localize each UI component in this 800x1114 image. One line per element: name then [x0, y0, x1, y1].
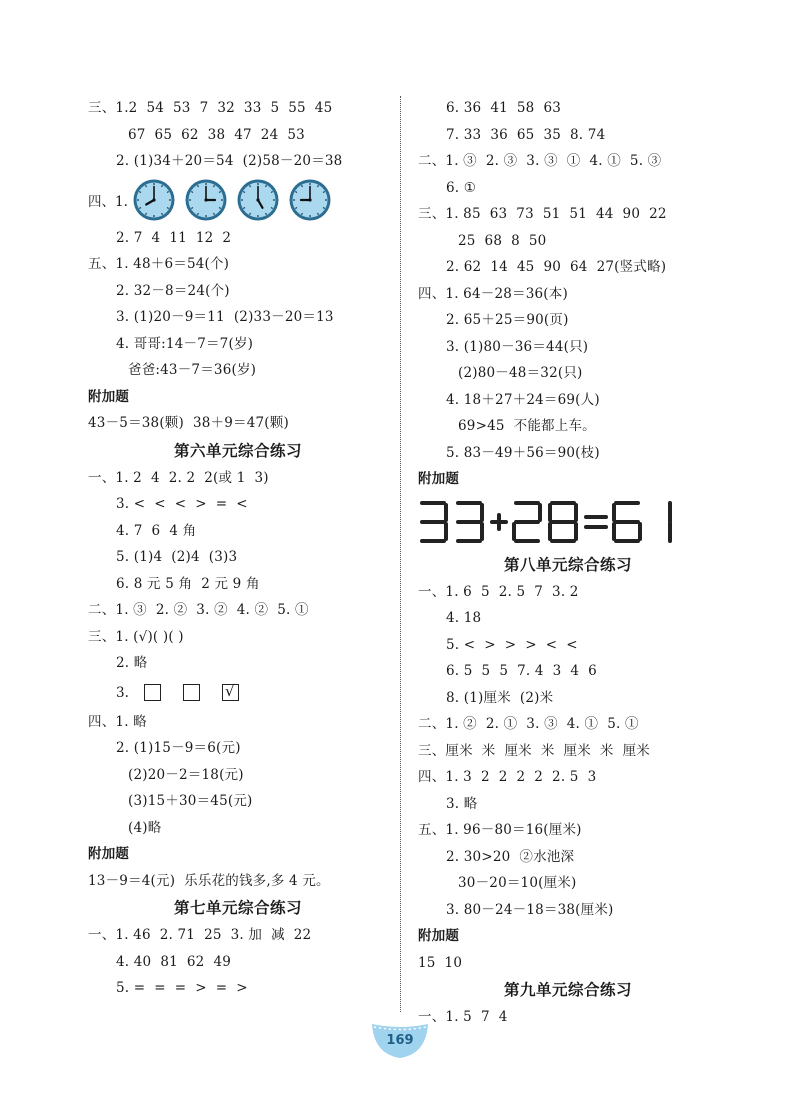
item-label: 3.: [116, 684, 129, 701]
column-divider: [400, 96, 401, 1012]
answer-line: 一、1. 5 7 4: [418, 1009, 508, 1025]
answer-line: 30－20＝10(厘米): [458, 875, 577, 891]
item-label: 四、1.: [88, 193, 128, 210]
clock-icon: [184, 178, 228, 222]
answer-line: 三、1. (√)( )( ): [88, 628, 184, 645]
answer-line: 4. 7 6 4 角: [116, 522, 197, 539]
answer-line: 4. 哥哥:14－7＝7(岁): [116, 335, 254, 352]
section-heading: 第七单元综合练习: [173, 899, 302, 917]
page-number: 169: [386, 1033, 414, 1048]
answer-line: 二、1. ② 2. ① 3. ③ 4. ① 5. ①: [418, 716, 639, 732]
answer-line: (2)20－2＝18(元): [128, 766, 244, 783]
left-column: [88, 95, 388, 1002]
answer-line: 3. 80－24－18＝38(厘米): [446, 901, 614, 918]
answer-line: 5. (1)4 (2)4 (3)3: [116, 549, 238, 565]
answer-line: 3. (1)20－9＝11 (2)33－20＝13: [116, 309, 334, 325]
answer-line: 2. 62 14 45 90 64 27(竖式略): [446, 259, 667, 275]
answer-line: 5. = = = > = >: [116, 980, 248, 996]
answer-line: 8. (1)厘米 (2)米: [446, 689, 554, 706]
answer-line: 三、1. 85 63 73 51 51 44 90 22: [418, 206, 667, 222]
answer-line: 67 65 62 38 47 24 53: [128, 126, 305, 143]
answer-line: 2. 30>20 ②水池深: [446, 848, 575, 865]
answer-line: 7. 33 36 65 35 8. 74: [446, 126, 606, 143]
checkbox-row: [88, 677, 388, 709]
matchstick-equation: [418, 497, 678, 547]
page-number-badge: [370, 1018, 430, 1060]
answer-line: 3. < < < > = <: [116, 496, 248, 512]
answer-line: 四、1. 3 2 2 2 2 2. 5 3: [418, 769, 597, 785]
answer-line: 15 10: [418, 954, 463, 971]
answer-line: 五、1. 96－80＝16(厘米): [418, 822, 582, 838]
answer-line: 25 68 8 50: [458, 232, 547, 249]
answer-line: 69>45 不能都上车。: [458, 418, 596, 434]
section-heading: 第六单元综合练习: [173, 441, 302, 460]
answer-line: (3)15＋30＝45(元): [128, 793, 253, 809]
answer-line: 三、1.2 54 53 7 32 33 5 55 45: [88, 100, 333, 116]
answer-line: 2. (1)15－9＝6(元): [116, 740, 241, 756]
bonus-title: 附加题: [88, 846, 130, 862]
section-heading: 第九单元综合练习: [503, 981, 632, 999]
clock-icon: [132, 178, 176, 222]
answer-line: 6. 5 5 5 7. 4 3 4 6: [446, 663, 597, 679]
answer-line: 5. 83－49＋56＝90(枝): [446, 444, 600, 461]
empty-box-icon: [144, 684, 161, 701]
answer-line: 一、1. 2 4 2. 2 2(或 1 3): [88, 469, 269, 486]
clock-icon: [236, 178, 280, 222]
answer-line: 一、1. 6 5 2. 5 7 3. 2: [418, 583, 579, 600]
answer-line: 43－5＝38(颗) 38＋9＝47(颗): [88, 415, 289, 431]
bonus-title: 附加题: [418, 471, 460, 487]
answer-line: (2)80－48＝32(只): [458, 365, 583, 381]
answer-line: (4)略: [128, 819, 162, 836]
answer-line: 2. 略: [116, 655, 148, 671]
bonus-title: 附加题: [88, 388, 130, 405]
answer-line: 2. 7 4 11 12 2: [116, 229, 232, 246]
checked-box-icon: [222, 684, 239, 701]
empty-box-icon: [183, 684, 200, 701]
answer-line: 4. 18＋27＋24＝69(人): [446, 391, 600, 408]
right-column: [418, 95, 718, 1031]
clock-row: [88, 175, 388, 225]
answer-line: 13－9＝4(元) 乐乐花的钱多,多 4 元。: [88, 872, 330, 889]
answer-line: 四、1. 64－28＝36(本): [418, 285, 568, 302]
answer-line: 2. (1)34＋20＝54 (2)58－20＝38: [116, 153, 343, 169]
answer-line: 爸爸:43－7＝36(岁): [128, 362, 257, 378]
answer-line: 4. 40 81 62 49: [116, 953, 232, 970]
answer-line: 三、厘米 米 厘米 米 厘米 米 厘米: [418, 742, 650, 759]
matchstick-answer: [418, 493, 718, 551]
clock-icon: [288, 178, 332, 222]
answer-line: 6. ①: [446, 179, 477, 196]
answer-line: 4. 18: [446, 610, 482, 626]
answer-line: 2. 32－8＝24(个): [116, 282, 230, 299]
answer-line: 二、1. ③ 2. ② 3. ② 4. ② 5. ①: [88, 602, 309, 618]
answer-line: 四、1. 略: [88, 713, 147, 730]
answer-line: 2. 65＋25＝90(页): [446, 312, 569, 328]
answer-line: 一、1. 46 2. 71 25 3. 加 减 22: [88, 927, 312, 943]
answer-line: 二、1. ③ 2. ③ 3. ③ ① 4. ① 5. ③: [418, 153, 662, 169]
answer-line: 5. < > > > < <: [446, 636, 578, 653]
answer-line: 3. (1)80－36＝44(只): [446, 338, 589, 355]
answer-line: 6. 8 元 5 角 2 元 9 角: [116, 575, 260, 592]
answer-line: 3. 略: [446, 795, 478, 812]
bonus-title: 附加题: [418, 928, 460, 944]
section-heading: 第八单元综合练习: [503, 555, 632, 574]
answer-line: 五、1. 48＋6＝54(个): [88, 256, 230, 272]
answer-line: 6. 36 41 58 63: [446, 100, 562, 116]
